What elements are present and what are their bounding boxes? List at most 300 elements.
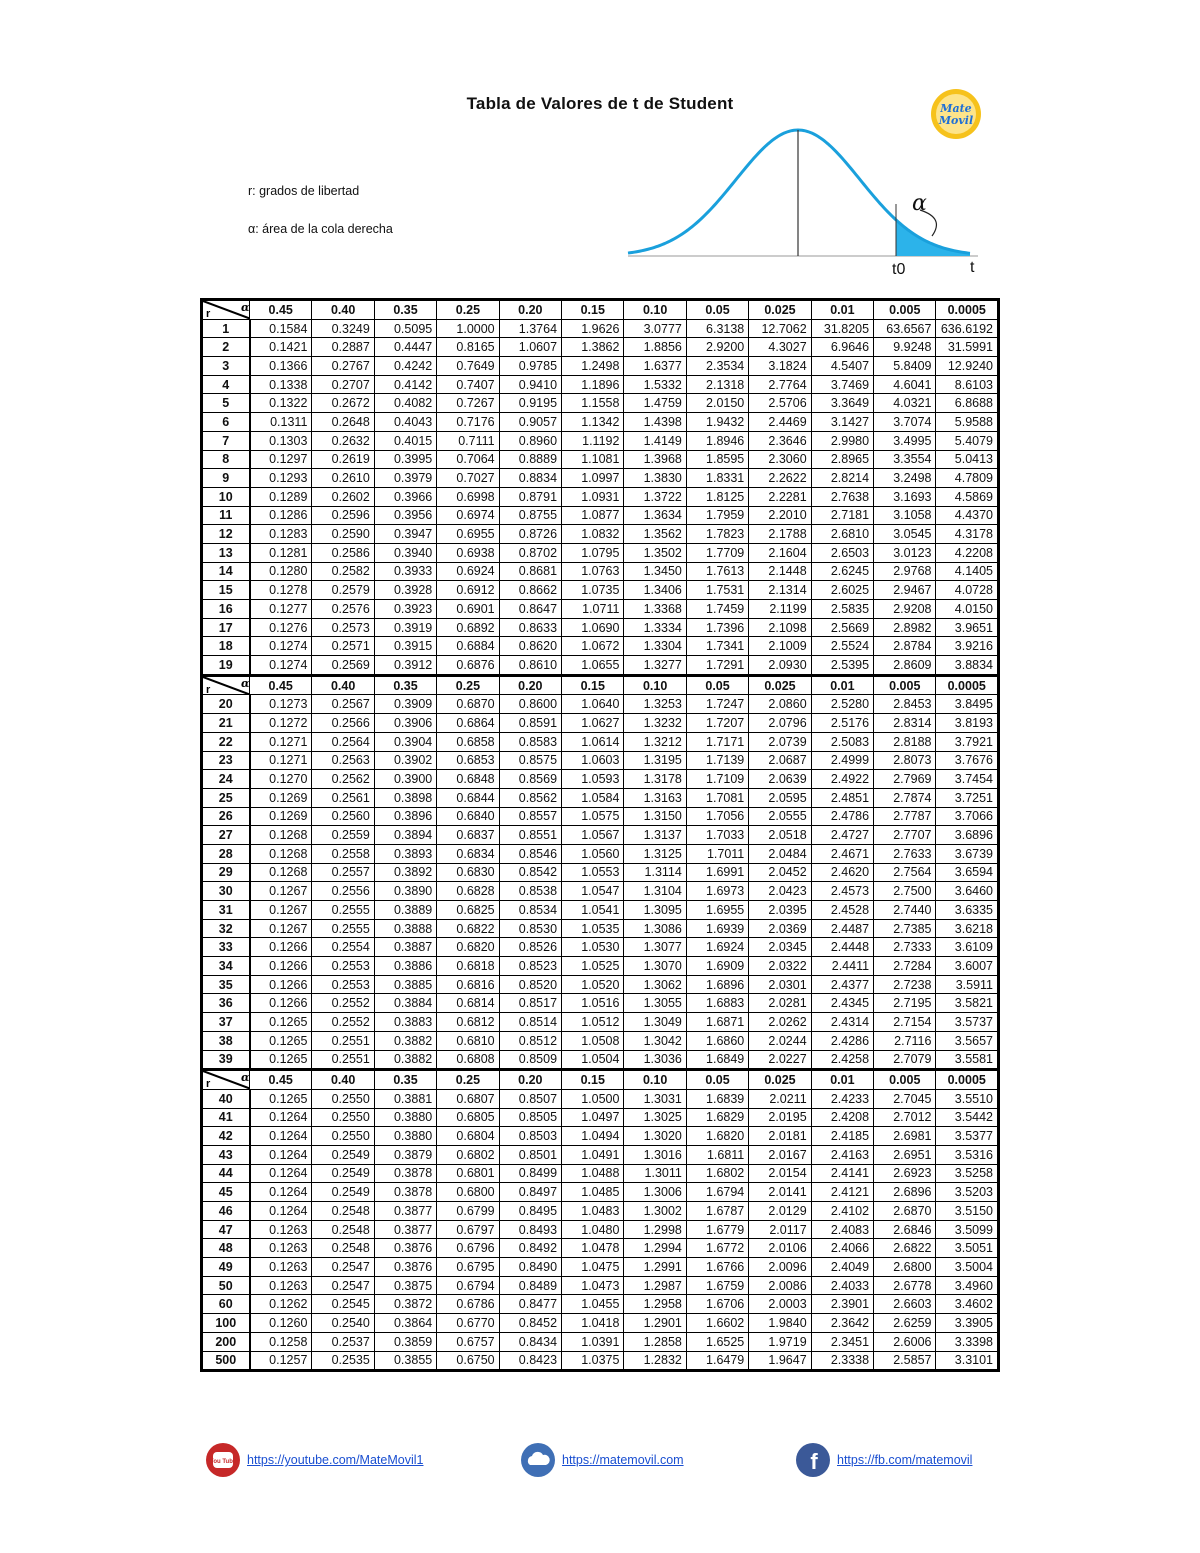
t-value-cell: 1.3016 — [624, 1145, 686, 1164]
t-value-cell: 0.6998 — [437, 487, 499, 506]
t-value-cell: 1.6779 — [686, 1220, 748, 1239]
t-value-cell: 0.2556 — [312, 882, 374, 901]
t-value-cell: 2.7333 — [874, 938, 936, 957]
table-row — [202, 1050, 999, 1070]
t-value-cell: 2.7154 — [874, 1013, 936, 1032]
t-value-cell: 4.0150 — [936, 600, 999, 619]
t-value-cell: 0.1264 — [250, 1145, 312, 1164]
degrees-of-freedom-cell: 39 — [202, 1050, 250, 1070]
t-value-cell: 1.0735 — [562, 581, 624, 600]
t-value-cell: 0.6799 — [437, 1202, 499, 1221]
table-row — [202, 826, 999, 845]
t-value-cell: 0.1272 — [250, 714, 312, 733]
degrees-of-freedom-cell: 37 — [202, 1013, 250, 1032]
t-value-cell: 2.0211 — [749, 1089, 811, 1108]
t-value-cell: 0.8647 — [499, 600, 561, 619]
t-value-cell: 0.8507 — [499, 1089, 561, 1108]
t-value-cell: 0.7176 — [437, 413, 499, 432]
t-value-cell: 2.0301 — [749, 975, 811, 994]
svg-text:r: r — [206, 308, 211, 319]
t-value-cell: 3.5657 — [936, 1031, 999, 1050]
t-value-cell: 0.3872 — [374, 1295, 436, 1314]
alpha-header-cell: 0.45 — [250, 1070, 312, 1090]
t-value-cell: 0.7027 — [437, 469, 499, 488]
t-value-cell: 1.0584 — [562, 788, 624, 807]
t-value-cell: 0.2551 — [312, 1031, 374, 1050]
t-value-cell: 2.4163 — [811, 1145, 873, 1164]
svg-text:α: α — [241, 1071, 250, 1085]
t-value-cell: 3.3905 — [936, 1314, 999, 1333]
t-value-cell: 0.8530 — [499, 919, 561, 938]
t-value-cell: 1.0418 — [562, 1314, 624, 1333]
t-value-cell: 0.1584 — [250, 319, 312, 338]
t-value-cell: 1.0491 — [562, 1145, 624, 1164]
t-value-cell: 0.3947 — [374, 525, 436, 544]
t-value-cell: 1.3104 — [624, 882, 686, 901]
t-value-cell: 0.1274 — [250, 637, 312, 656]
t-value-cell: 0.3923 — [374, 600, 436, 619]
t-value-cell: 0.8726 — [499, 525, 561, 544]
t-value-cell: 0.3928 — [374, 581, 436, 600]
t-label: t — [970, 259, 975, 276]
t-value-cell: 3.7074 — [874, 413, 936, 432]
t-value-cell: 3.7921 — [936, 732, 999, 751]
t-value-cell: 4.4370 — [936, 506, 999, 525]
t-value-cell: 1.3077 — [624, 938, 686, 957]
t-value-cell: 0.2552 — [312, 994, 374, 1013]
facebook-icon — [795, 1442, 831, 1478]
t-value-cell: 2.3646 — [749, 431, 811, 450]
t-value-cell: 0.3912 — [374, 656, 436, 676]
t-value-cell: 2.6870 — [874, 1202, 936, 1221]
degrees-of-freedom-cell: 44 — [202, 1164, 250, 1183]
website-link[interactable]: https://matemovil.com — [562, 1453, 684, 1467]
t-value-cell: 0.6884 — [437, 637, 499, 656]
t-value-cell: 1.0475 — [562, 1258, 624, 1277]
table-row — [202, 637, 999, 656]
t-value-cell: 1.3862 — [562, 338, 624, 357]
t-value-cell: 1.7613 — [686, 562, 748, 581]
t-value-cell: 1.7081 — [686, 788, 748, 807]
t-value-cell: 0.6870 — [437, 695, 499, 714]
t-value-cell: 3.7454 — [936, 770, 999, 789]
t-value-cell: 0.6818 — [437, 957, 499, 976]
table-row — [202, 1351, 999, 1371]
t-value-cell: 3.6460 — [936, 882, 999, 901]
t-value-cell: 2.6245 — [811, 562, 873, 581]
t-value-cell: 0.2602 — [312, 487, 374, 506]
t-value-cell: 0.6786 — [437, 1295, 499, 1314]
t-value-cell: 2.4208 — [811, 1108, 873, 1127]
t-value-cell: 0.8633 — [499, 618, 561, 637]
t-value-cell: 2.4448 — [811, 938, 873, 957]
degrees-of-freedom-cell: 32 — [202, 919, 250, 938]
svg-text:α: α — [241, 301, 250, 314]
t-value-cell: 0.6805 — [437, 1108, 499, 1127]
t-value-cell: 0.6858 — [437, 732, 499, 751]
t-value-cell: 0.2554 — [312, 938, 374, 957]
footer-youtube — [205, 1442, 423, 1478]
degrees-of-freedom-cell: 3 — [202, 357, 250, 376]
t-value-cell: 1.7823 — [686, 525, 748, 544]
t-value-cell: 0.6837 — [437, 826, 499, 845]
t-value-cell: 3.3101 — [936, 1351, 999, 1371]
facebook-link[interactable]: https://fb.com/matemovil — [837, 1453, 973, 1467]
table-row — [202, 901, 999, 920]
t-value-cell: 0.8600 — [499, 695, 561, 714]
table-row — [202, 562, 999, 581]
t-value-cell: 0.2596 — [312, 506, 374, 525]
t-value-cell: 0.2887 — [312, 338, 374, 357]
t-value-cell: 0.6804 — [437, 1127, 499, 1146]
t-value-cell: 0.1266 — [250, 957, 312, 976]
t-value-cell: 3.7676 — [936, 751, 999, 770]
t-value-cell: 2.6778 — [874, 1276, 936, 1295]
t-value-cell: 0.3966 — [374, 487, 436, 506]
t-value-cell: 1.6829 — [686, 1108, 748, 1127]
t-value-cell: 0.8503 — [499, 1127, 561, 1146]
t0-label: t0 — [892, 261, 906, 278]
t-value-cell: 2.6896 — [874, 1183, 936, 1202]
t-value-cell: 2.0369 — [749, 919, 811, 938]
t-value-cell: 2.0167 — [749, 1145, 811, 1164]
t-value-cell: 1.3114 — [624, 863, 686, 882]
t-value-cell: 1.0485 — [562, 1183, 624, 1202]
alpha-header-row — [202, 300, 999, 320]
t-value-cell: 1.7056 — [686, 807, 748, 826]
t-value-cell: 0.8569 — [499, 770, 561, 789]
t-value-cell: 4.5407 — [811, 357, 873, 376]
t-value-cell: 3.7469 — [811, 375, 873, 394]
t-value-cell: 1.2901 — [624, 1314, 686, 1333]
t-value-cell: 1.0473 — [562, 1276, 624, 1295]
t-value-cell: 0.8702 — [499, 543, 561, 562]
t-value-cell: 0.9785 — [499, 357, 561, 376]
t-value-cell: 2.4922 — [811, 770, 873, 789]
table-row — [202, 788, 999, 807]
t-value-cell: 0.3882 — [374, 1050, 436, 1070]
t-value-cell: 1.1558 — [562, 394, 624, 413]
t-value-cell: 2.3338 — [811, 1351, 873, 1371]
degrees-of-freedom-cell: 16 — [202, 600, 250, 619]
t-value-cell: 0.4242 — [374, 357, 436, 376]
t-value-cell: 2.7116 — [874, 1031, 936, 1050]
t-value-cell: 1.2987 — [624, 1276, 686, 1295]
t-value-cell: 2.0244 — [749, 1031, 811, 1050]
t-value-cell: 2.8609 — [874, 656, 936, 676]
t-value-cell: 0.1269 — [250, 788, 312, 807]
t-value-cell: 1.3020 — [624, 1127, 686, 1146]
t-value-cell: 0.1278 — [250, 581, 312, 600]
alpha-header-cell: 0.005 — [874, 1070, 936, 1090]
t-value-cell: 2.0796 — [749, 714, 811, 733]
t-value-cell: 0.3882 — [374, 1031, 436, 1050]
degrees-of-freedom-cell: 21 — [202, 714, 250, 733]
t-value-cell: 0.3906 — [374, 714, 436, 733]
t-value-cell: 1.3086 — [624, 919, 686, 938]
t-value-cell: 0.3995 — [374, 450, 436, 469]
degrees-of-freedom-cell: 19 — [202, 656, 250, 676]
t-value-cell: 0.3880 — [374, 1127, 436, 1146]
t-value-cell: 1.3049 — [624, 1013, 686, 1032]
alpha-header-cell: 0.25 — [437, 675, 499, 695]
t-value-cell: 1.6802 — [686, 1164, 748, 1183]
t-value-cell: 0.6810 — [437, 1031, 499, 1050]
t-value-cell: 1.0375 — [562, 1351, 624, 1371]
t-value-cell: 2.3451 — [811, 1332, 873, 1351]
t-value-cell: 2.6822 — [874, 1239, 936, 1258]
t-value-cell: 1.0560 — [562, 844, 624, 863]
t-value-cell: 3.0777 — [624, 319, 686, 338]
t-value-cell: 12.9240 — [936, 357, 999, 376]
t-value-cell: 1.2994 — [624, 1239, 686, 1258]
t-value-cell: 5.4079 — [936, 431, 999, 450]
t-value-cell: 1.0763 — [562, 562, 624, 581]
t-value-cell: 0.2549 — [312, 1183, 374, 1202]
t-value-cell: 2.3901 — [811, 1295, 873, 1314]
table-row — [202, 543, 999, 562]
t-value-cell: 2.0117 — [749, 1220, 811, 1239]
t-value-cell: 0.1268 — [250, 844, 312, 863]
t-value-cell: 0.3919 — [374, 618, 436, 637]
t-value-cell: 0.1269 — [250, 807, 312, 826]
t-value-cell: 0.6830 — [437, 863, 499, 882]
t-value-cell: 2.7564 — [874, 863, 936, 882]
t-value-cell: 3.1824 — [749, 357, 811, 376]
alpha-header-cell: 0.05 — [686, 1070, 748, 1090]
table-row — [202, 1183, 999, 1202]
degrees-of-freedom-cell: 17 — [202, 618, 250, 637]
t-value-cell: 3.1427 — [811, 413, 873, 432]
t-value-cell: 0.3875 — [374, 1276, 436, 1295]
degrees-of-freedom-cell: 40 — [202, 1089, 250, 1108]
t-value-cell: 2.8965 — [811, 450, 873, 469]
t-value-cell: 0.2550 — [312, 1108, 374, 1127]
t-value-cell: 1.4759 — [624, 394, 686, 413]
t-value-cell: 1.6991 — [686, 863, 748, 882]
t-value-cell: 3.5581 — [936, 1050, 999, 1070]
t-value-cell: 0.2548 — [312, 1220, 374, 1239]
t-value-cell: 2.4411 — [811, 957, 873, 976]
degrees-of-freedom-cell: 24 — [202, 770, 250, 789]
t-value-cell: 3.6739 — [936, 844, 999, 863]
t-value-cell: 1.6706 — [686, 1295, 748, 1314]
alpha-header-cell: 0.35 — [374, 1070, 436, 1090]
alpha-header-cell: 0.45 — [250, 675, 312, 695]
t-value-cell: 2.7045 — [874, 1089, 936, 1108]
alpha-header-cell: 0.10 — [624, 1070, 686, 1090]
t-value-cell: 1.1081 — [562, 450, 624, 469]
t-value-cell: 1.3042 — [624, 1031, 686, 1050]
table-row — [202, 1164, 999, 1183]
t-value-cell: 3.3398 — [936, 1332, 999, 1351]
t-value-cell: 2.0595 — [749, 788, 811, 807]
t-value-cell: 1.6820 — [686, 1127, 748, 1146]
t-value-cell: 1.7109 — [686, 770, 748, 789]
t-value-cell: 2.4671 — [811, 844, 873, 863]
t-value-cell: 3.1058 — [874, 506, 936, 525]
t-value-cell: 1.6479 — [686, 1351, 748, 1371]
alpha-header-cell: 0.005 — [874, 675, 936, 695]
t-value-cell: 1.0997 — [562, 469, 624, 488]
alpha-header-cell: 0.45 — [250, 300, 312, 320]
table-row — [202, 919, 999, 938]
t-value-cell: 0.2573 — [312, 618, 374, 637]
r-alpha-corner-cell — [202, 1070, 250, 1090]
t-value-cell: 0.2545 — [312, 1295, 374, 1314]
t-value-cell: 4.3178 — [936, 525, 999, 544]
t-value-cell: 0.8791 — [499, 487, 561, 506]
t-value-cell: 3.5258 — [936, 1164, 999, 1183]
t-value-cell: 0.1264 — [250, 1164, 312, 1183]
t-value-cell: 2.4185 — [811, 1127, 873, 1146]
t-value-cell: 1.3163 — [624, 788, 686, 807]
t-value-cell: 2.0555 — [749, 807, 811, 826]
t-value-cell: 0.1303 — [250, 431, 312, 450]
t-value-cell: 0.8423 — [499, 1351, 561, 1371]
t-value-cell: 0.6844 — [437, 788, 499, 807]
table-row — [202, 1276, 999, 1295]
t-value-cell: 2.5835 — [811, 600, 873, 619]
t-value-cell: 3.6335 — [936, 901, 999, 920]
t-value-cell: 0.6795 — [437, 1258, 499, 1277]
t-value-cell: 1.1896 — [562, 375, 624, 394]
t-value-cell: 0.2582 — [312, 562, 374, 581]
t-value-cell: 2.0639 — [749, 770, 811, 789]
t-value-cell: 3.0545 — [874, 525, 936, 544]
t-value-cell: 2.8453 — [874, 695, 936, 714]
t-value-cell: 0.8610 — [499, 656, 561, 676]
t-value-cell: 1.3277 — [624, 656, 686, 676]
t-value-cell: 12.7062 — [749, 319, 811, 338]
t-value-cell: 1.0504 — [562, 1050, 624, 1070]
t-value-cell: 2.7969 — [874, 770, 936, 789]
t-value-cell: 1.8125 — [686, 487, 748, 506]
table-row — [202, 863, 999, 882]
t-value-cell: 2.9768 — [874, 562, 936, 581]
t-value-cell: 2.7284 — [874, 957, 936, 976]
t-value-cell: 1.3502 — [624, 543, 686, 562]
table-row — [202, 375, 999, 394]
t-value-cell: 2.1318 — [686, 375, 748, 394]
t-value-cell: 3.6218 — [936, 919, 999, 938]
t-value-cell: 0.8562 — [499, 788, 561, 807]
t-value-cell: 1.0494 — [562, 1127, 624, 1146]
t-value-cell: 1.2991 — [624, 1258, 686, 1277]
t-value-cell: 3.5737 — [936, 1013, 999, 1032]
t-value-cell: 0.1262 — [250, 1295, 312, 1314]
alpha-header-cell: 0.10 — [624, 300, 686, 320]
t-value-cell: 3.7251 — [936, 788, 999, 807]
degrees-of-freedom-note: r: grados de libertad — [248, 184, 360, 198]
t-value-cell: 2.5083 — [811, 732, 873, 751]
degrees-of-freedom-cell: 11 — [202, 506, 250, 525]
t-value-cell: 0.8523 — [499, 957, 561, 976]
t-value-cell: 0.8583 — [499, 732, 561, 751]
t-value-cell: 0.3890 — [374, 882, 436, 901]
t-value-cell: 1.1192 — [562, 431, 624, 450]
t-value-cell: 0.8889 — [499, 450, 561, 469]
t-value-cell: 0.2558 — [312, 844, 374, 863]
t-value-cell: 2.0395 — [749, 901, 811, 920]
t-value-cell: 2.0739 — [749, 732, 811, 751]
alpha-label: α — [912, 191, 927, 216]
t-value-cell: 1.0711 — [562, 600, 624, 619]
t-value-cell: 1.0832 — [562, 525, 624, 544]
t-value-cell: 1.3253 — [624, 695, 686, 714]
t-value-cell: 0.7064 — [437, 450, 499, 469]
table-row — [202, 1127, 999, 1146]
t-value-cell: 1.4149 — [624, 431, 686, 450]
youtube-link[interactable]: https://youtube.com/MateMovil1 — [247, 1453, 424, 1467]
t-value-cell: 0.8497 — [499, 1183, 561, 1202]
table-row — [202, 1332, 999, 1351]
t-value-cell: 2.0687 — [749, 751, 811, 770]
t-value-cell: 0.1257 — [250, 1351, 312, 1371]
t-value-cell: 0.4447 — [374, 338, 436, 357]
table-row — [202, 394, 999, 413]
cloud-icon — [520, 1442, 556, 1478]
degrees-of-freedom-cell: 36 — [202, 994, 250, 1013]
alpha-header-cell: 0.01 — [811, 300, 873, 320]
alpha-header-cell: 0.20 — [499, 300, 561, 320]
t-value-cell: 2.8214 — [811, 469, 873, 488]
t-value-cell: 1.0690 — [562, 618, 624, 637]
degrees-of-freedom-cell: 5 — [202, 394, 250, 413]
degrees-of-freedom-cell: 7 — [202, 431, 250, 450]
t-value-cell: 1.2958 — [624, 1295, 686, 1314]
t-value-cell: 1.3830 — [624, 469, 686, 488]
t-value-cell: 1.6602 — [686, 1314, 748, 1333]
t-value-cell: 2.6923 — [874, 1164, 936, 1183]
t-value-cell: 2.0129 — [749, 1202, 811, 1221]
t-value-cell: 1.3450 — [624, 562, 686, 581]
t-value-cell: 1.7459 — [686, 600, 748, 619]
t-value-cell: 2.0195 — [749, 1108, 811, 1127]
t-value-cell: 0.8499 — [499, 1164, 561, 1183]
t-value-cell: 2.7633 — [874, 844, 936, 863]
t-value-cell: 0.3876 — [374, 1258, 436, 1277]
degrees-of-freedom-cell: 27 — [202, 826, 250, 845]
t-value-cell: 0.8755 — [499, 506, 561, 525]
t-value-cell: 0.6770 — [437, 1314, 499, 1333]
t-value-cell: 1.0497 — [562, 1108, 624, 1127]
t-value-cell: 2.4469 — [749, 413, 811, 432]
t-value-cell: 2.7500 — [874, 882, 936, 901]
t-value-cell: 1.3178 — [624, 770, 686, 789]
t-value-cell: 2.2010 — [749, 506, 811, 525]
t-value-cell: 0.8538 — [499, 882, 561, 901]
degrees-of-freedom-cell: 100 — [202, 1314, 250, 1333]
degrees-of-freedom-cell: 6 — [202, 413, 250, 432]
t-value-cell: 2.4258 — [811, 1050, 873, 1070]
degrees-of-freedom-cell: 60 — [202, 1295, 250, 1314]
t-value-cell: 2.4066 — [811, 1239, 873, 1258]
t-value-cell: 2.3060 — [749, 450, 811, 469]
t-value-cell: 2.0141 — [749, 1183, 811, 1202]
degrees-of-freedom-cell: 26 — [202, 807, 250, 826]
t-value-cell: 2.7079 — [874, 1050, 936, 1070]
t-value-cell: 4.1405 — [936, 562, 999, 581]
t-value-cell: 1.7207 — [686, 714, 748, 733]
t-value-cell: 2.4049 — [811, 1258, 873, 1277]
table-row — [202, 938, 999, 957]
t-value-cell: 2.7874 — [874, 788, 936, 807]
t-value-cell: 0.7649 — [437, 357, 499, 376]
t-value-cell: 0.6834 — [437, 844, 499, 863]
table-row — [202, 525, 999, 544]
t-value-cell: 1.3212 — [624, 732, 686, 751]
